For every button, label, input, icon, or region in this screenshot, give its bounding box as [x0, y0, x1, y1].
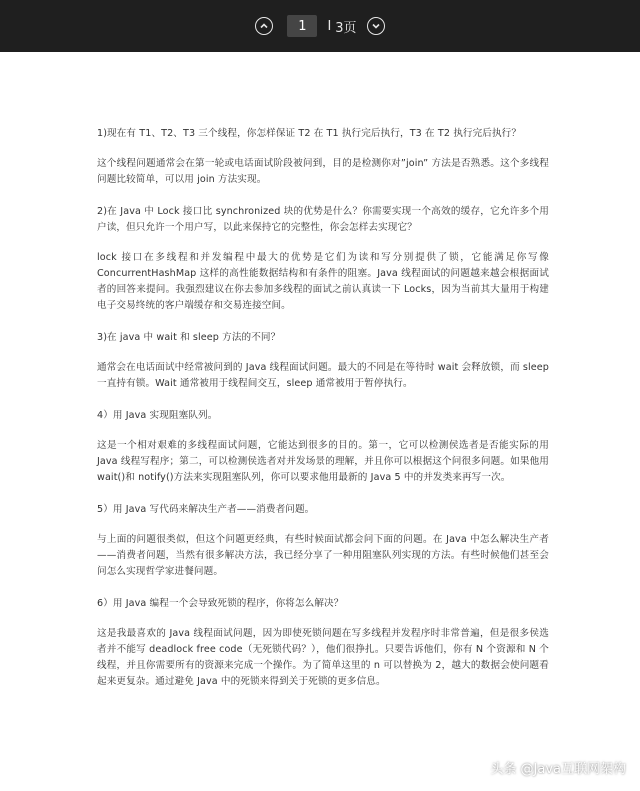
total-pages-label: 3页	[335, 20, 357, 36]
answer-1: 这个线程问题通常会在第一轮或电话面试阶段被问到，目的是检测你对”join” 方法是否熟悉。这个多线程问题比较简单，可以用 join 方法实现。	[97, 158, 549, 185]
page-separator: I	[327, 18, 332, 34]
answer-5: 与上面的问题很类似，但这个问题更经典，有些时候面试都会问下面的问题。在 Java 中怎么解决生产者——消费者问题，当然有很多解决方法，我已经分享了一种用阻塞队列实现的方法。有些时候他们甚至会问怎么实现哲学家进餐问题。	[97, 534, 549, 577]
watermark-text: 头条 @Java互联网架构	[490, 762, 626, 777]
current-page-field[interactable]: 1	[287, 15, 317, 37]
headline-logo-icon	[464, 759, 486, 777]
answer-4: 这是一个相对艰难的多线程面试问题，它能达到很多的目的。第一，它可以检测侯选者是否能实际的用 Java 线程写程序；第二，可以检测侯选者对并发场景的理解，并且你可以根据这个问很多问题。如果他用 wait()和 notify()方法来实现阻塞队列，你可以要求他用最新的 Java 5 中的并发类来再写一次。	[97, 440, 549, 483]
watermark	[464, 758, 626, 777]
answer-3: 通常会在电话面试中经常被问到的 Java 线程面试问题。最大的不同是在等待时 wait 会释放锁，而 sleep 一直持有锁。Wait 通常被用于线程间交互，sleep 通常被用于暂停执行。	[97, 362, 549, 389]
chevron-down-icon	[371, 21, 381, 31]
chevron-up-icon	[259, 21, 269, 31]
question-2: 2)在 Java 中 Lock 接口比 synchronized 块的优势是什么？你需要实现一个高效的缓存，它允许多个用户读，但只允许一个用户写，以此来保持它的完整性，你会怎样去实现它？	[97, 206, 549, 233]
next-page-button[interactable]	[367, 17, 385, 35]
question-1: 1)现在有 T1、T2、T3 三个线程，你怎样保证 T2 在 T1 执行完后执行，T3 在 T2 执行完后执行？	[97, 128, 522, 139]
question-4: 4）用 Java 实现阻塞队列。	[97, 410, 218, 421]
answer-6: 这是我最喜欢的 Java 线程面试问题，因为即使死锁问题在写多线程并发程序时非常普遍，但是很多侯选者并不能写 deadlock free code（无死锁代码？），他们很挣扎。只要告诉他们，你有 N 个资源和 N 个线程，并且你需要所有的资源来完成一个操作。为了简单这里的 n 可以替换为 2，越大的数据会使问题看起来更复杂。通过避免 Java 中的死锁来得到关于死锁的更多信息。	[97, 628, 549, 687]
question-5: 5）用 Java 写代码来解决生产者——消费者问题。	[97, 504, 315, 515]
viewer-toolbar	[0, 0, 640, 52]
question-3: 3)在 java 中 wait 和 sleep 方法的不同？	[97, 332, 281, 343]
answer-2: lock 接口在多线程和并发编程中最大的优势是它们为读和写分别提供了锁，它能满足你写像 ConcurrentHashMap 这样的高性能数据结构和有条件的阻塞。Java 线程面试的问题越来越会根据面试者的回答来提问。我强烈建议在你去参加多线程的面试之前认真读一下 Locks，因为当前其大量用于构建电子交易终统的客户端缓存和交易连接空间。	[97, 252, 549, 311]
document-page	[97, 126, 549, 706]
question-6: 6）用 Java 编程一个会导致死锁的程序，你将怎么解决？	[97, 598, 344, 609]
previous-page-button[interactable]	[255, 17, 273, 35]
